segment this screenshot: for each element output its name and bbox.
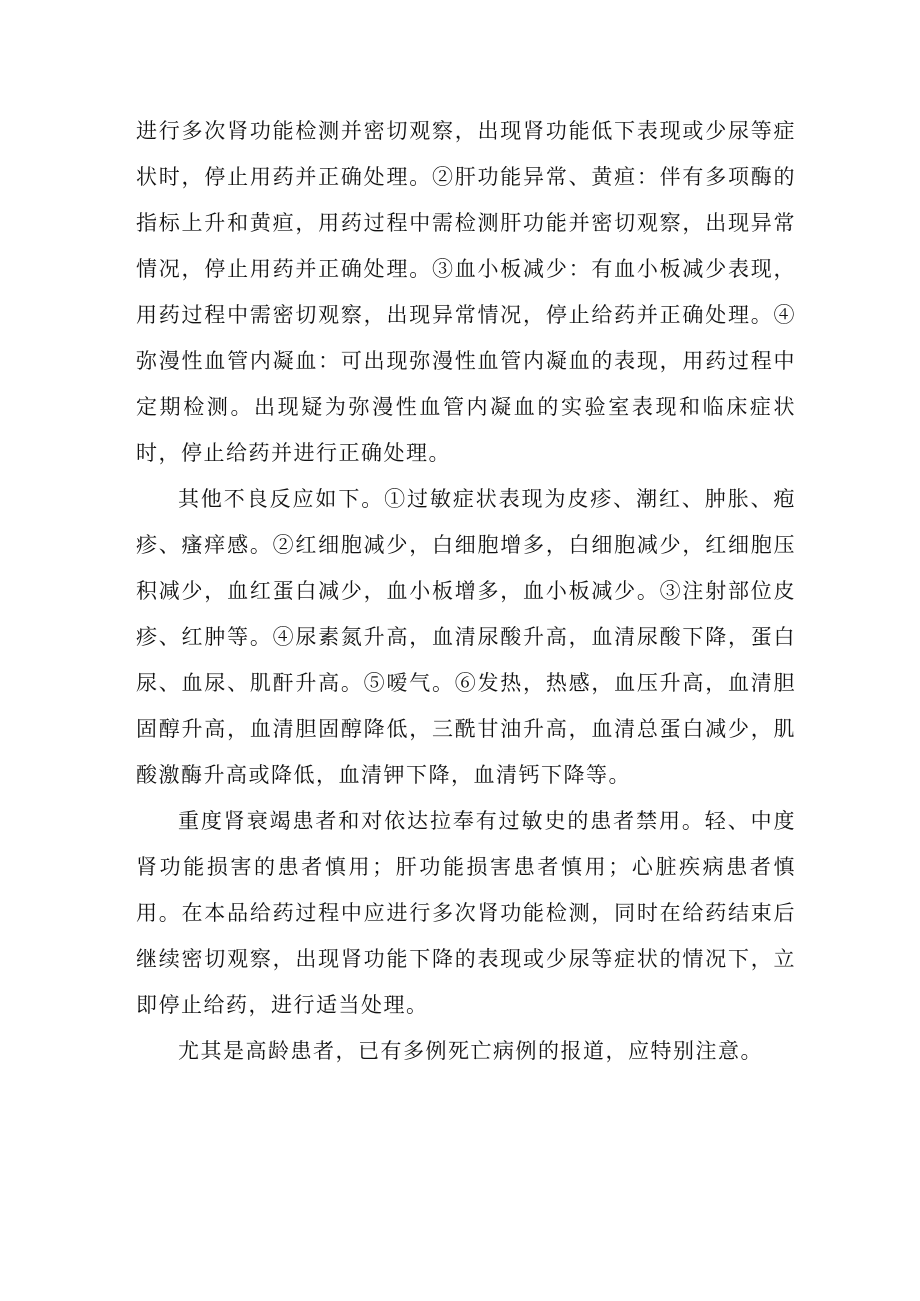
paragraph-continued: 进行多次肾功能检测并密切观察，出现肾功能低下表现或少尿等症状时，停止用药并正确处理。②肝功能异常、黄疸：伴有多项酶的指标上升和黄疸，用药过程中需检测肝功能并密切观察，出现异常情况，停止用药并正确处理。③血小板减少：有血小板减少表现，用药过程中需密切观察，出现异常情况，停止给药并正确处理。④弥漫性血管内凝血：可出现弥漫性血管内凝血的表现，用药过程中定期检测。出现疑为弥漫性血管内凝血的实验室表现和临床症状时，停止给药并进行正确处理。 bbox=[136, 119, 796, 465]
paragraph-contraindications: 重度肾衰竭患者和对依达拉奉有过敏史的患者禁用。轻、中度肾功能损害的患者慎用；肝功能损害患者慎用；心脏疾病患者慎用。在本品给药过程中应进行多次肾功能检测，同时在给药结束后继续密切观察，出现肾功能下降的表现或少尿等症状的情况下，立即停止给药，进行适当处理。 bbox=[136, 809, 796, 1017]
document-body bbox=[136, 108, 796, 1074]
paragraph-elderly-warning: 尤其是高龄患者，已有多例死亡病例的报道，应特别注意。 bbox=[178, 1039, 763, 1063]
paragraph-other-adverse-reactions: 其他不良反应如下。①过敏症状表现为皮疹、潮红、肿胀、疱疹、瘙痒感。②红细胞减少，白细胞增多，白细胞减少，红细胞压积减少，血红蛋白减少，血小板增多，血小板减少。③注射部位皮疹、红肿等。④尿素氮升高，血清尿酸升高，血清尿酸下降，蛋白尿、血尿、肌酐升高。⑤嗳气。⑥发热，热感，血压升高，血清胆固醇升高，血清胆固醇降低，三酰甘油升高，血清总蛋白减少，肌酸激酶升高或降低，血清钾下降，血清钙下降等。 bbox=[136, 487, 796, 787]
